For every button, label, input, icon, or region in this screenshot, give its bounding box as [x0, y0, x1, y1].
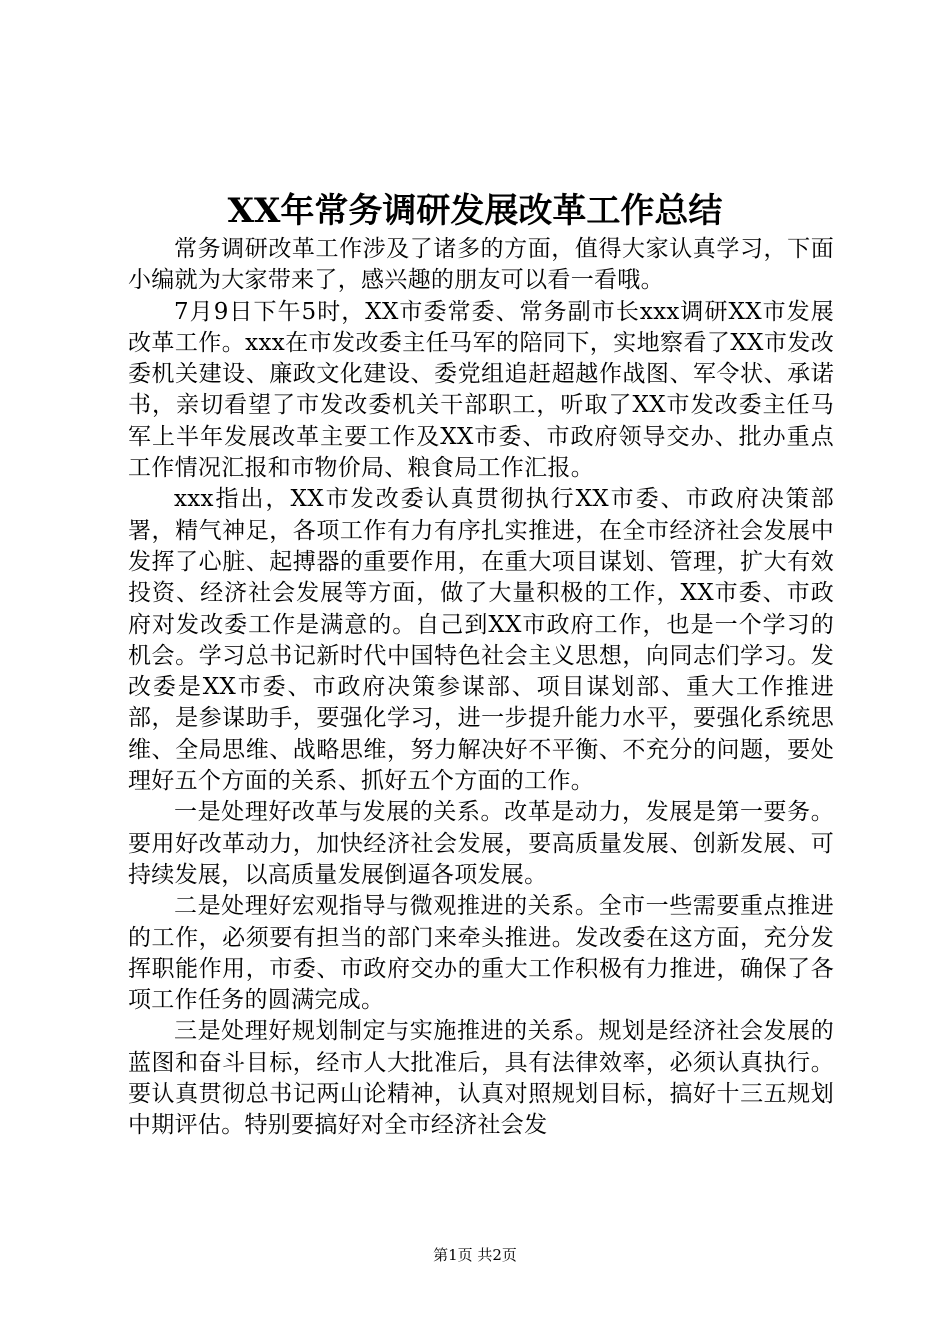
- paragraph-remarks: xxx指出，XX市发改委认真贯彻执行XX市委、市政府决策部署，精气神足，各项工作有力有序扎实推进，在全市经济社会发展中发挥了心脏、起搏器的重要作用，在重大项目谋划、管理，扩大有效投资、经济社会发展等方面，做了大量积极的工作，XX市委、市政府对发改委工作是满意的。自己到XX市政府工作，也是一个学习的机会。学习总书记新时代中国特色社会主义思想，向同志们学习。发改委是XX市委、市政府决策参谋部、项目谋划部、重大工作推进部，是参谋助手，要强化学习，进一步提升能力水平，要强化系统思维、全局思维、战略思维，努力解决好不平衡、不充分的问题，要处理好五个方面的关系、抓好五个方面的工作。: [128, 486, 834, 795]
- paragraph-point-three: 三是处理好规划制定与实施推进的关系。规划是经济社会发展的蓝图和奋斗目标，经市人大批准后，具有法律效率，必须认真执行。要认真贯彻总书记两山论精神，认真对照规划目标，搞好十三五规划中期评估。特别要搞好对全市经济社会发: [128, 1018, 834, 1139]
- document-title: XX年常务调研发展改革工作总结: [227, 191, 723, 231]
- paragraph-visit: 7月9日下午5时，XX市委常委、常务副市长xxx调研XX市发展改革工作。xxx在市发改委主任马军的陪同下，实地察看了XX市发改委机关建设、廉政文化建设、委党组追赶超越作战图、军令状、承诺书，亲切看望了市发改委机关干部职工，听取了XX市发改委主任马军上半年发展改革主要工作及XX市委、市政府领导交办、批办重点工作情况汇报和市物价局、粮食局工作汇报。: [128, 298, 834, 482]
- document-body: [128, 234, 834, 1142]
- page-number-footer: 第1页 共2页: [433, 1246, 517, 1264]
- paragraph-intro: 常务调研改革工作涉及了诸多的方面，值得大家认真学习，下面小编就为大家带来了，感兴趣的朋友可以看一看哦。: [128, 236, 834, 294]
- paragraph-point-one: 一是处理好改革与发展的关系。改革是动力，发展是第一要务。要用好改革动力，加快经济社会发展，要高质量发展、创新发展、可持续发展，以高质量发展倒逼各项发展。: [128, 799, 834, 888]
- paragraph-point-two: 二是处理好宏观指导与微观推进的关系。全市一些需要重点推进的工作，必须要有担当的部门来牵头推进。发改委在这方面，充分发挥职能作用，市委、市政府交办的重大工作积极有力推进，确保了各项工作任务的圆满完成。: [128, 893, 834, 1014]
